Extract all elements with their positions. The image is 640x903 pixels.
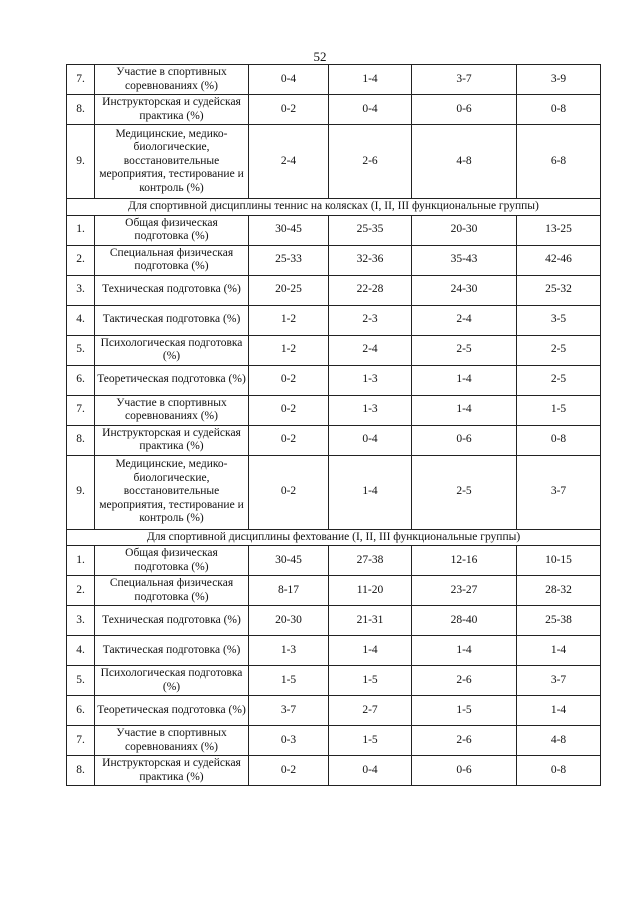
- row-number: 8.: [67, 756, 95, 786]
- row-number: 4.: [67, 636, 95, 666]
- table-row: [67, 335, 601, 365]
- value-cell-stage-4: 3-7: [517, 666, 601, 696]
- value-cell-stage-1: 2-4: [249, 125, 329, 199]
- value-cell-stage-2: 1-4: [329, 455, 412, 529]
- training-type-label: Техническая подготовка (%): [95, 606, 249, 636]
- value-cell-stage-1: 0-2: [249, 395, 329, 425]
- value-cell-stage-1: 30-45: [249, 215, 329, 245]
- value-cell-stage-2: 1-4: [329, 636, 412, 666]
- value-cell-stage-2: 1-3: [329, 395, 412, 425]
- value-cell-stage-2: 1-5: [329, 666, 412, 696]
- row-number: 7.: [67, 65, 95, 95]
- value-cell-stage-4: 4-8: [517, 726, 601, 756]
- value-cell-stage-2: 27-38: [329, 546, 412, 576]
- training-type-label: Инструкторская и судейская практика (%): [95, 425, 249, 455]
- value-cell-stage-4: 0-8: [517, 95, 601, 125]
- value-cell-stage-1: 0-3: [249, 726, 329, 756]
- row-number: 3.: [67, 275, 95, 305]
- table-row: [67, 425, 601, 455]
- table-row: [67, 756, 601, 786]
- table-row: [67, 576, 601, 606]
- value-cell-stage-4: 42-46: [517, 245, 601, 275]
- training-type-label: Тактическая подготовка (%): [95, 636, 249, 666]
- value-cell-stage-3: 1-4: [412, 395, 517, 425]
- row-number: 7.: [67, 395, 95, 425]
- training-type-label: Общая физическая подготовка (%): [95, 215, 249, 245]
- value-cell-stage-2: 2-7: [329, 696, 412, 726]
- table-row: [67, 65, 601, 95]
- table-row: [67, 606, 601, 636]
- value-cell-stage-4: 28-32: [517, 576, 601, 606]
- value-cell-stage-3: 20-30: [412, 215, 517, 245]
- value-cell-stage-4: 0-8: [517, 425, 601, 455]
- value-cell-stage-2: 0-4: [329, 756, 412, 786]
- table-row: [67, 395, 601, 425]
- value-cell-stage-3: 0-6: [412, 95, 517, 125]
- section-header-row: [67, 529, 601, 546]
- value-cell-stage-1: 0-2: [249, 455, 329, 529]
- row-number: 8.: [67, 95, 95, 125]
- value-cell-stage-4: 2-5: [517, 365, 601, 395]
- value-cell-stage-3: 2-5: [412, 335, 517, 365]
- table-row: [67, 365, 601, 395]
- table-row: [67, 636, 601, 666]
- table-row: [67, 546, 601, 576]
- value-cell-stage-2: 2-3: [329, 305, 412, 335]
- value-cell-stage-1: 1-5: [249, 666, 329, 696]
- value-cell-stage-3: 4-8: [412, 125, 517, 199]
- row-number: 6.: [67, 365, 95, 395]
- value-cell-stage-3: 0-6: [412, 425, 517, 455]
- row-number: 7.: [67, 726, 95, 756]
- value-cell-stage-4: 1-4: [517, 696, 601, 726]
- value-cell-stage-3: 28-40: [412, 606, 517, 636]
- training-structure-table: [66, 64, 601, 786]
- row-number: 1.: [67, 546, 95, 576]
- table-row: [67, 726, 601, 756]
- value-cell-stage-4: 3-7: [517, 455, 601, 529]
- value-cell-stage-1: 0-2: [249, 425, 329, 455]
- value-cell-stage-1: 8-17: [249, 576, 329, 606]
- value-cell-stage-2: 1-4: [329, 65, 412, 95]
- row-number: 5.: [67, 335, 95, 365]
- training-type-label: Теоретическая подготовка (%): [95, 365, 249, 395]
- value-cell-stage-1: 30-45: [249, 546, 329, 576]
- value-cell-stage-1: 25-33: [249, 245, 329, 275]
- value-cell-stage-1: 3-7: [249, 696, 329, 726]
- training-type-label: Теоретическая подготовка (%): [95, 696, 249, 726]
- value-cell-stage-1: 0-2: [249, 365, 329, 395]
- row-number: 1.: [67, 215, 95, 245]
- value-cell-stage-1: 20-30: [249, 606, 329, 636]
- value-cell-stage-2: 1-5: [329, 726, 412, 756]
- row-number: 9.: [67, 455, 95, 529]
- table-row: [67, 125, 601, 199]
- training-type-label: Инструкторская и судейская практика (%): [95, 756, 249, 786]
- table-row: [67, 215, 601, 245]
- value-cell-stage-3: 23-27: [412, 576, 517, 606]
- table-row: [67, 666, 601, 696]
- value-cell-stage-1: 0-2: [249, 756, 329, 786]
- value-cell-stage-4: 25-32: [517, 275, 601, 305]
- training-type-label: Техническая подготовка (%): [95, 275, 249, 305]
- value-cell-stage-3: 24-30: [412, 275, 517, 305]
- table-row: [67, 455, 601, 529]
- value-cell-stage-1: 1-2: [249, 305, 329, 335]
- value-cell-stage-3: 2-6: [412, 726, 517, 756]
- value-cell-stage-3: 1-4: [412, 636, 517, 666]
- value-cell-stage-1: 0-4: [249, 65, 329, 95]
- value-cell-stage-3: 1-5: [412, 696, 517, 726]
- row-number: 2.: [67, 245, 95, 275]
- value-cell-stage-1: 0-2: [249, 95, 329, 125]
- row-number: 6.: [67, 696, 95, 726]
- value-cell-stage-3: 2-6: [412, 666, 517, 696]
- value-cell-stage-4: 3-5: [517, 305, 601, 335]
- value-cell-stage-3: 0-6: [412, 756, 517, 786]
- value-cell-stage-4: 1-5: [517, 395, 601, 425]
- training-type-label: Участие в спортивных соревнованиях (%): [95, 726, 249, 756]
- value-cell-stage-3: 2-4: [412, 305, 517, 335]
- value-cell-stage-3: 3-7: [412, 65, 517, 95]
- training-type-label: Психологическая подготовка (%): [95, 666, 249, 696]
- value-cell-stage-4: 13-25: [517, 215, 601, 245]
- value-cell-stage-3: 12-16: [412, 546, 517, 576]
- row-number: 4.: [67, 305, 95, 335]
- section-title: Для спортивной дисциплины теннис на колясках (I, II, III функциональные группы): [67, 199, 601, 216]
- section-title: Для спортивной дисциплины фехтование (I, II, III функциональные группы): [67, 529, 601, 546]
- value-cell-stage-2: 2-4: [329, 335, 412, 365]
- training-type-label: Медицинские, медико-биологические, восстановительные мероприятия, тестирование и контроль (%): [95, 455, 249, 529]
- training-type-label: Тактическая подготовка (%): [95, 305, 249, 335]
- value-cell-stage-4: 25-38: [517, 606, 601, 636]
- value-cell-stage-3: 1-4: [412, 365, 517, 395]
- value-cell-stage-4: 6-8: [517, 125, 601, 199]
- row-number: 2.: [67, 576, 95, 606]
- row-number: 5.: [67, 666, 95, 696]
- training-type-label: Участие в спортивных соревнованиях (%): [95, 395, 249, 425]
- row-number: 9.: [67, 125, 95, 199]
- value-cell-stage-2: 0-4: [329, 95, 412, 125]
- value-cell-stage-4: 3-9: [517, 65, 601, 95]
- table-row: [67, 305, 601, 335]
- value-cell-stage-4: 1-4: [517, 636, 601, 666]
- value-cell-stage-2: 25-35: [329, 215, 412, 245]
- value-cell-stage-2: 32-36: [329, 245, 412, 275]
- value-cell-stage-2: 22-28: [329, 275, 412, 305]
- training-type-label: Инструкторская и судейская практика (%): [95, 95, 249, 125]
- table-row: [67, 275, 601, 305]
- training-type-label: Общая физическая подготовка (%): [95, 546, 249, 576]
- value-cell-stage-4: 0-8: [517, 756, 601, 786]
- value-cell-stage-1: 1-2: [249, 335, 329, 365]
- row-number: 8.: [67, 425, 95, 455]
- value-cell-stage-2: 21-31: [329, 606, 412, 636]
- training-type-label: Специальная физическая подготовка (%): [95, 245, 249, 275]
- table-row: [67, 245, 601, 275]
- value-cell-stage-1: 1-3: [249, 636, 329, 666]
- value-cell-stage-2: 11-20: [329, 576, 412, 606]
- value-cell-stage-3: 2-5: [412, 455, 517, 529]
- value-cell-stage-3: 35-43: [412, 245, 517, 275]
- value-cell-stage-4: 10-15: [517, 546, 601, 576]
- table-row: [67, 696, 601, 726]
- training-type-label: Медицинские, медико-биологические, восстановительные мероприятия, тестирование и контроль (%): [95, 125, 249, 199]
- value-cell-stage-4: 2-5: [517, 335, 601, 365]
- page-number: 52: [313, 49, 327, 64]
- training-type-label: Специальная физическая подготовка (%): [95, 576, 249, 606]
- section-header-row: [67, 199, 601, 216]
- training-type-label: Участие в спортивных соревнованиях (%): [95, 65, 249, 95]
- training-type-label: Психологическая подготовка (%): [95, 335, 249, 365]
- value-cell-stage-2: 1-3: [329, 365, 412, 395]
- value-cell-stage-2: 2-6: [329, 125, 412, 199]
- row-number: 3.: [67, 606, 95, 636]
- table-row: [67, 95, 601, 125]
- value-cell-stage-1: 20-25: [249, 275, 329, 305]
- value-cell-stage-2: 0-4: [329, 425, 412, 455]
